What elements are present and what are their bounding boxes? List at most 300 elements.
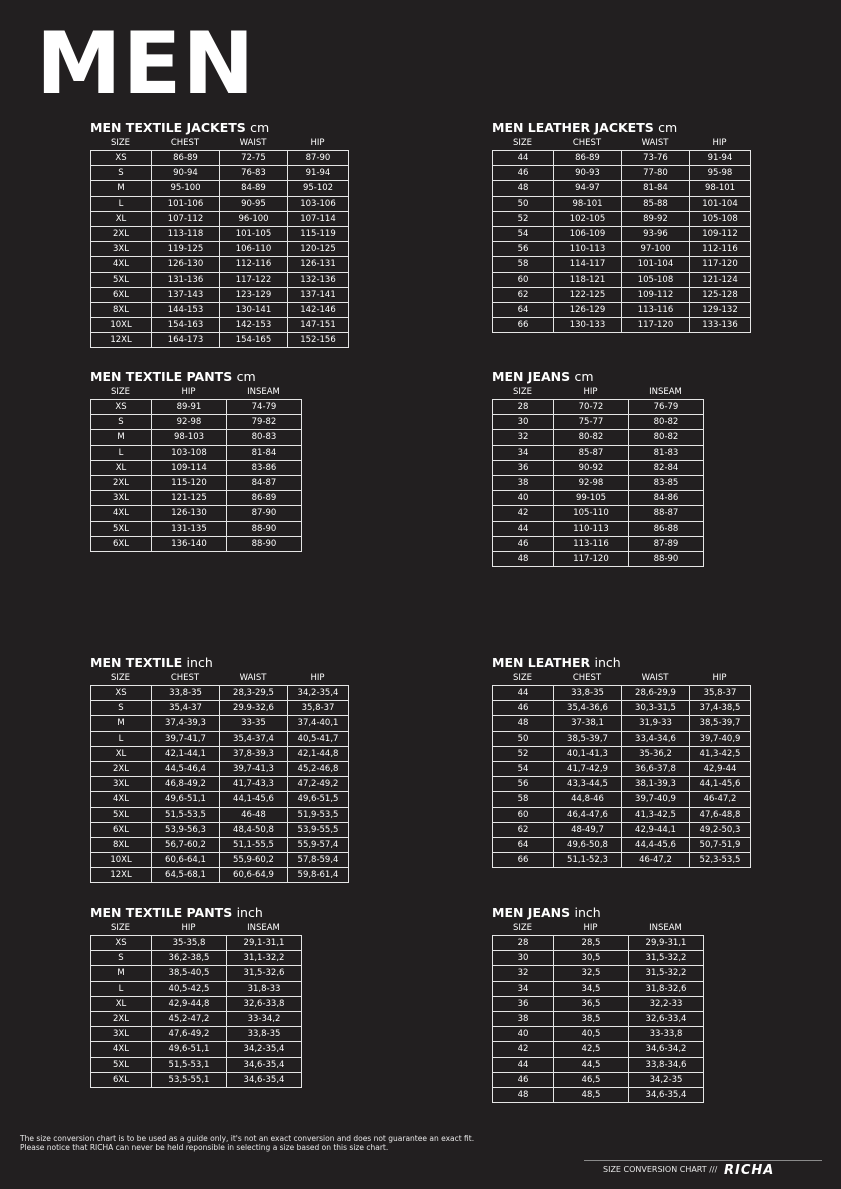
measure-cell: 64,5-68,1 (152, 868, 220, 883)
measure-cell: 83-86 (227, 460, 302, 475)
measure-cell: 164-173 (152, 333, 220, 348)
measure-cell: 41,3-42,5 (690, 746, 751, 761)
table-row (91, 746, 349, 761)
table-row (493, 536, 704, 551)
size-cell: 46 (493, 701, 554, 716)
table-row (493, 257, 751, 272)
table-row (91, 966, 302, 981)
size-cell: 48 (493, 716, 554, 731)
measure-cell: 38,5-39,7 (690, 716, 751, 731)
size-cell: 30 (493, 415, 554, 430)
measure-cell: 126-131 (288, 257, 349, 272)
table-row (91, 181, 349, 196)
column-header: CHEST (572, 673, 602, 683)
table-row (493, 445, 704, 460)
table-row (91, 242, 349, 257)
measure-cell: 47,6-48,8 (690, 807, 751, 822)
size-cell: 2XL (91, 226, 152, 241)
measure-cell: 37,4-40,1 (288, 716, 349, 731)
measure-cell: 81-84 (622, 181, 690, 196)
measure-cell: 85-88 (622, 196, 690, 211)
measure-cell: 37,8-39,3 (220, 746, 288, 761)
table-row (493, 166, 751, 181)
leather-jackets-cm-table (492, 119, 751, 333)
measure-cell: 28,5 (554, 936, 629, 951)
measure-cell: 84-87 (227, 475, 302, 490)
size-cell: 2XL (91, 761, 152, 776)
size-cell: 48 (493, 1087, 554, 1102)
measure-cell: 126-129 (554, 302, 622, 317)
measure-cell: 110-113 (554, 242, 622, 257)
measure-cell: 33,8-34,6 (629, 1057, 704, 1072)
size-cell: 6XL (91, 822, 152, 837)
table-heading (492, 368, 704, 386)
size-cell: 62 (493, 287, 554, 302)
size-cell: 64 (493, 302, 554, 317)
column-header: WAIST (641, 138, 669, 148)
measure-cell: 38,5-39,7 (554, 731, 622, 746)
size-cell: 52 (493, 211, 554, 226)
measure-cell: 42,1-44,1 (152, 746, 220, 761)
table-row (493, 807, 751, 822)
size-cell: 10XL (91, 318, 152, 333)
table-heading-unit: inch (186, 655, 213, 670)
measure-cell: 35-36,2 (622, 746, 690, 761)
table-row (91, 196, 349, 211)
measure-cell: 53,9-55,5 (288, 822, 349, 837)
size-cell: 28 (493, 936, 554, 951)
table-row (91, 853, 349, 868)
measure-cell: 34,6-35,4 (227, 1057, 302, 1072)
table-row (91, 1072, 302, 1087)
measure-cell: 39,7-40,9 (690, 731, 751, 746)
column-header: SIZE (110, 923, 131, 933)
measure-cell: 39,7-41,3 (220, 761, 288, 776)
measure-cell: 81-83 (629, 445, 704, 460)
table-heading-title: MEN TEXTILE PANTS (90, 905, 233, 920)
table-row (91, 151, 349, 166)
table-row (493, 318, 751, 333)
size-cell: XS (91, 686, 152, 701)
table-row (91, 166, 349, 181)
measure-cell: 137-143 (152, 287, 220, 302)
table-row (91, 302, 349, 317)
table-heading-title: MEN TEXTILE PANTS (90, 369, 233, 384)
measure-cell: 101-104 (622, 257, 690, 272)
measure-cell: 51,9-53,5 (288, 807, 349, 822)
column-headers (492, 137, 751, 150)
size-cell: 12XL (91, 868, 152, 883)
measure-cell: 103-106 (288, 196, 349, 211)
measure-cell: 97-100 (622, 242, 690, 257)
measure-cell: 52,3-53,5 (690, 853, 751, 868)
column-header: HIP (181, 387, 196, 397)
size-cell: 40 (493, 1027, 554, 1042)
column-header: HIP (583, 923, 598, 933)
leather-inch-table (492, 654, 751, 868)
size-cell: S (91, 701, 152, 716)
size-cell: 36 (493, 460, 554, 475)
measure-cell: 101-105 (220, 226, 288, 241)
column-header: CHEST (170, 673, 200, 683)
measure-cell: 33,4-34,6 (622, 731, 690, 746)
measure-cell: 31,5-32,2 (629, 951, 704, 966)
measure-cell: 44,5-46,4 (152, 761, 220, 776)
table-row (91, 475, 302, 490)
measure-cell: 40,1-41,3 (554, 746, 622, 761)
table-heading (90, 119, 349, 137)
table-row (493, 1027, 704, 1042)
size-cell: 3XL (91, 491, 152, 506)
size-table (492, 935, 704, 1103)
footer-divider (584, 1160, 822, 1161)
table-row (493, 491, 704, 506)
size-table (90, 150, 349, 348)
table-row (493, 272, 751, 287)
measure-cell: 87-90 (288, 151, 349, 166)
measure-cell: 118-121 (554, 272, 622, 287)
measure-cell: 90-95 (220, 196, 288, 211)
table-row (91, 400, 302, 415)
measure-cell: 89-92 (622, 211, 690, 226)
table-row (91, 333, 349, 348)
measure-cell: 28,6-29,9 (622, 686, 690, 701)
table-row (493, 761, 751, 776)
column-header: HIP (583, 387, 598, 397)
textile-inch-table (90, 654, 349, 883)
measure-cell: 35,4-36,6 (554, 701, 622, 716)
measure-cell: 28,3-29,5 (220, 686, 288, 701)
table-row (493, 792, 751, 807)
size-cell: 2XL (91, 475, 152, 490)
measure-cell: 90-92 (554, 460, 629, 475)
table-row (493, 701, 751, 716)
size-cell: 58 (493, 257, 554, 272)
measure-cell: 75-77 (554, 415, 629, 430)
size-cell: 10XL (91, 853, 152, 868)
measure-cell: 46-47,2 (690, 792, 751, 807)
size-cell: XS (91, 936, 152, 951)
measure-cell: 42,9-44,8 (152, 996, 227, 1011)
measure-cell: 95-102 (288, 181, 349, 196)
measure-cell: 80-82 (629, 430, 704, 445)
column-headers (492, 672, 751, 685)
measure-cell: 55,9-60,2 (220, 853, 288, 868)
measure-cell: 131-136 (152, 272, 220, 287)
measure-cell: 32,6-33,8 (227, 996, 302, 1011)
measure-cell: 129-132 (690, 302, 751, 317)
measure-cell: 84-89 (220, 181, 288, 196)
size-cell: 38 (493, 475, 554, 490)
measure-cell: 36,5 (554, 996, 629, 1011)
table-row (493, 287, 751, 302)
measure-cell: 31,8-32,6 (629, 981, 704, 996)
table-row (493, 196, 751, 211)
table-row (91, 257, 349, 272)
column-headers (90, 137, 349, 150)
measure-cell: 132-136 (288, 272, 349, 287)
measure-cell: 115-120 (152, 475, 227, 490)
table-heading-unit: inch (594, 655, 621, 670)
measure-cell: 101-104 (690, 196, 751, 211)
column-header: INSEAM (247, 923, 280, 933)
measure-cell: 53,9-56,3 (152, 822, 220, 837)
size-cell: 50 (493, 196, 554, 211)
measure-cell: 32,6-33,4 (629, 1011, 704, 1026)
measure-cell: 39,7-40,9 (622, 792, 690, 807)
measure-cell: 33-34,2 (227, 1011, 302, 1026)
size-cell: 12XL (91, 333, 152, 348)
measure-cell: 38,5 (554, 1011, 629, 1026)
measure-cell: 46-47,2 (622, 853, 690, 868)
size-cell: S (91, 415, 152, 430)
table-row (91, 1027, 302, 1042)
size-cell: 56 (493, 777, 554, 792)
measure-cell: 45,2-46,8 (288, 761, 349, 776)
measure-cell: 117-120 (622, 318, 690, 333)
size-cell: XS (91, 400, 152, 415)
measure-cell: 70-72 (554, 400, 629, 415)
measure-cell: 40,5-41,7 (288, 731, 349, 746)
size-cell: 2XL (91, 1011, 152, 1026)
size-cell: 36 (493, 996, 554, 1011)
size-cell: 32 (493, 430, 554, 445)
column-headers (90, 922, 302, 935)
table-row (91, 716, 349, 731)
table-row (493, 151, 751, 166)
textile-pants-cm-table (90, 368, 302, 552)
table-row (91, 1011, 302, 1026)
measure-cell: 72-75 (220, 151, 288, 166)
measure-cell: 98-101 (690, 181, 751, 196)
size-cell: 5XL (91, 521, 152, 536)
measure-cell: 47,2-49,2 (288, 777, 349, 792)
measure-cell: 119-125 (152, 242, 220, 257)
measure-cell: 41,7-42,9 (554, 761, 622, 776)
table-row (91, 445, 302, 460)
size-cell: 54 (493, 761, 554, 776)
table-row (91, 415, 302, 430)
measure-cell: 51,1-55,5 (220, 837, 288, 852)
page-title: MEN (36, 14, 256, 114)
table-heading (492, 904, 704, 922)
table-row (91, 226, 349, 241)
table-heading (492, 119, 751, 137)
measure-cell: 88-90 (227, 536, 302, 551)
measure-cell: 122-125 (554, 287, 622, 302)
table-heading-unit: inch (574, 905, 601, 920)
measure-cell: 92-98 (152, 415, 227, 430)
measure-cell: 80-82 (629, 415, 704, 430)
table-row (91, 807, 349, 822)
column-header: INSEAM (649, 923, 682, 933)
measure-cell: 45,2-47,2 (152, 1011, 227, 1026)
measure-cell: 42,5 (554, 1042, 629, 1057)
size-conversion-chart-label: SIZE CONVERSION CHART /// (603, 1165, 718, 1174)
table-heading-title: MEN JEANS (492, 905, 571, 920)
measure-cell: 82-84 (629, 460, 704, 475)
size-cell: 48 (493, 181, 554, 196)
measure-cell: 46-48 (220, 807, 288, 822)
measure-cell: 142-146 (288, 302, 349, 317)
measure-cell: 34,2-35 (629, 1072, 704, 1087)
measure-cell: 34,6-34,2 (629, 1042, 704, 1057)
size-cell: M (91, 716, 152, 731)
size-cell: XS (91, 151, 152, 166)
measure-cell: 79-82 (227, 415, 302, 430)
column-header: SIZE (110, 138, 131, 148)
measure-cell: 44,1-45,6 (690, 777, 751, 792)
measure-cell: 31,5-32,2 (629, 966, 704, 981)
measure-cell: 38,5-40,5 (152, 966, 227, 981)
size-cell: 64 (493, 837, 554, 852)
measure-cell: 49,6-51,1 (152, 792, 220, 807)
size-cell: 5XL (91, 272, 152, 287)
measure-cell: 42,9-44,1 (622, 822, 690, 837)
table-row (493, 302, 751, 317)
size-cell: 44 (493, 686, 554, 701)
size-cell: 46 (493, 166, 554, 181)
table-heading-title: MEN TEXTILE JACKETS (90, 120, 246, 135)
measure-cell: 44,1-45,6 (220, 792, 288, 807)
table-row (493, 716, 751, 731)
table-row (91, 521, 302, 536)
table-heading-unit: cm (236, 369, 256, 384)
measure-cell: 120-125 (288, 242, 349, 257)
size-cell: L (91, 445, 152, 460)
measure-cell: 80-82 (554, 430, 629, 445)
measure-cell: 41,7-43,3 (220, 777, 288, 792)
measure-cell: 77-80 (622, 166, 690, 181)
measure-cell: 103-108 (152, 445, 227, 460)
table-row (91, 686, 349, 701)
measure-cell: 101-106 (152, 196, 220, 211)
table-heading-unit: cm (658, 120, 678, 135)
measure-cell: 152-156 (288, 333, 349, 348)
table-row (493, 1057, 704, 1072)
table-row (493, 746, 751, 761)
measure-cell: 37,4-39,3 (152, 716, 220, 731)
size-cell: 46 (493, 536, 554, 551)
table-heading-unit: cm (250, 120, 270, 135)
measure-cell: 48-49,7 (554, 822, 622, 837)
measure-cell: 36,2-38,5 (152, 951, 227, 966)
table-heading (90, 368, 302, 386)
measure-cell: 89-91 (152, 400, 227, 415)
table-row (493, 936, 704, 951)
table-row (91, 951, 302, 966)
measure-cell: 107-114 (288, 211, 349, 226)
measure-cell: 51,5-53,5 (152, 807, 220, 822)
table-row (91, 318, 349, 333)
size-cell: 6XL (91, 1072, 152, 1087)
column-header: INSEAM (247, 387, 280, 397)
table-row (493, 551, 704, 566)
size-table (90, 399, 302, 552)
measure-cell: 121-124 (690, 272, 751, 287)
table-row (493, 1042, 704, 1057)
measure-cell: 90-94 (152, 166, 220, 181)
size-table (492, 685, 751, 868)
table-row (91, 211, 349, 226)
measure-cell: 53,5-55,1 (152, 1072, 227, 1087)
measure-cell: 29.9-32,6 (220, 701, 288, 716)
size-cell: 62 (493, 822, 554, 837)
size-cell: 4XL (91, 792, 152, 807)
measure-cell: 29,1-31,1 (227, 936, 302, 951)
size-cell: 8XL (91, 837, 152, 852)
measure-cell: 39,7-41,7 (152, 731, 220, 746)
disclaimer-line-2: Please notice that RICHA can never be held reponsible in selecting a size based on this size chart. (20, 1143, 389, 1152)
table-heading (492, 654, 751, 672)
column-header: SIZE (512, 673, 533, 683)
table-row (493, 1072, 704, 1087)
size-cell: M (91, 181, 152, 196)
measure-cell: 88-90 (629, 551, 704, 566)
measure-cell: 109-112 (690, 226, 751, 241)
measure-cell: 48,5 (554, 1087, 629, 1102)
table-row (493, 996, 704, 1011)
table-heading-unit: cm (574, 369, 594, 384)
measure-cell: 117-120 (554, 551, 629, 566)
column-header: WAIST (239, 138, 267, 148)
table-row (91, 1057, 302, 1072)
measure-cell: 80-83 (227, 430, 302, 445)
column-headers (90, 672, 349, 685)
size-cell: 40 (493, 491, 554, 506)
size-cell: 66 (493, 318, 554, 333)
table-row (493, 506, 704, 521)
size-cell: 3XL (91, 242, 152, 257)
measure-cell: 33-33,8 (629, 1027, 704, 1042)
measure-cell: 74-79 (227, 400, 302, 415)
column-header: WAIST (641, 673, 669, 683)
size-cell: 5XL (91, 807, 152, 822)
table-row (91, 701, 349, 716)
table-row (493, 731, 751, 746)
measure-cell: 90-93 (554, 166, 622, 181)
size-table (492, 150, 751, 333)
textile-pants-inch-table (90, 904, 302, 1088)
size-table (492, 399, 704, 567)
measure-cell: 50,7-51,9 (690, 837, 751, 852)
measure-cell: 55,9-57,4 (288, 837, 349, 852)
measure-cell: 105-108 (690, 211, 751, 226)
measure-cell: 131-135 (152, 521, 227, 536)
table-row (493, 226, 751, 241)
measure-cell: 57,8-59,4 (288, 853, 349, 868)
measure-cell: 117-120 (690, 257, 751, 272)
measure-cell: 107-112 (152, 211, 220, 226)
table-row (493, 981, 704, 996)
table-row (91, 287, 349, 302)
measure-cell: 92-98 (554, 475, 629, 490)
measure-cell: 94-97 (554, 181, 622, 196)
measure-cell: 49,6-50,8 (554, 837, 622, 852)
measure-cell: 87-89 (629, 536, 704, 551)
measure-cell: 51,5-53,1 (152, 1057, 227, 1072)
measure-cell: 93-96 (622, 226, 690, 241)
column-header: SIZE (110, 387, 131, 397)
size-cell: 50 (493, 731, 554, 746)
measure-cell: 136-140 (152, 536, 227, 551)
measure-cell: 95-98 (690, 166, 751, 181)
measure-cell: 60,6-64,9 (220, 868, 288, 883)
table-row (493, 211, 751, 226)
size-cell: 28 (493, 400, 554, 415)
size-cell: 34 (493, 445, 554, 460)
measure-cell: 32,5 (554, 966, 629, 981)
